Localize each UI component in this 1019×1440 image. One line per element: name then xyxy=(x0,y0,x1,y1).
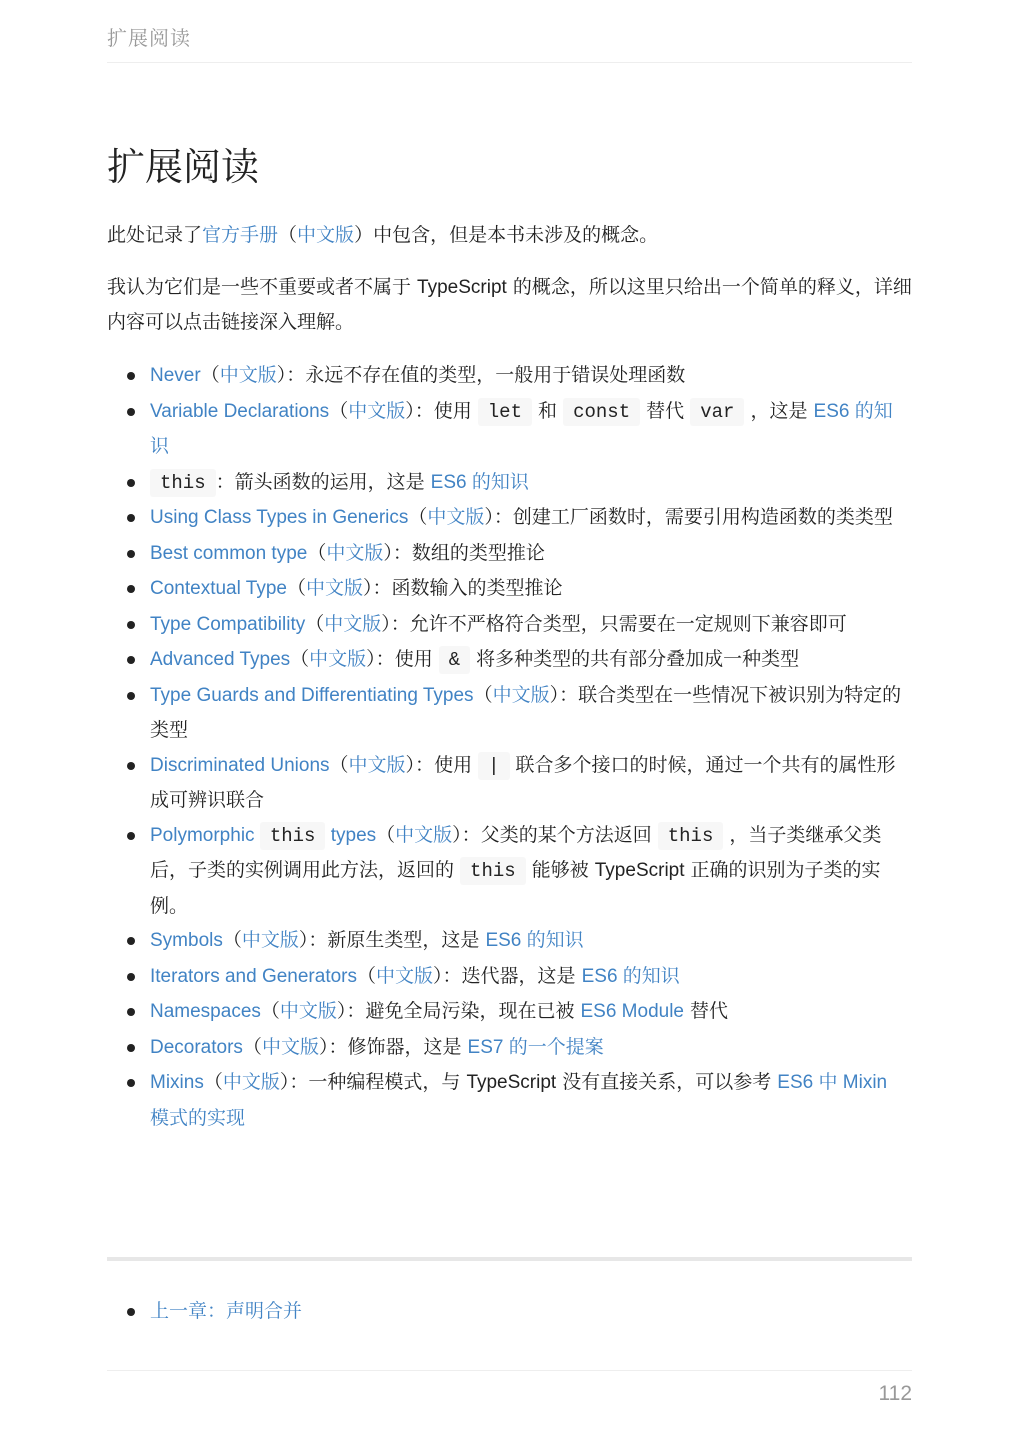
never-link[interactable]: Never xyxy=(150,365,201,386)
es6-link[interactable]: ES6 的知识 xyxy=(581,965,680,987)
item-desc: 替代 xyxy=(684,1000,729,1022)
list-item-symbols xyxy=(150,923,910,959)
code-const: const xyxy=(563,398,640,426)
paren: （ xyxy=(203,1071,223,1093)
nav-item-prev xyxy=(150,1294,302,1329)
item-desc: 允许不严格符合类型，只需要在一定规则下兼容即可 xyxy=(409,612,847,635)
paren: （ xyxy=(473,683,493,706)
variable-declarations-link[interactable]: Variable Declarations xyxy=(150,400,330,422)
es6-link[interactable]: ES6 的知识 xyxy=(150,400,893,457)
item-desc: 使用 xyxy=(433,399,478,422)
paren: （ xyxy=(376,823,396,846)
code-var: var xyxy=(690,398,744,426)
separator: ）： xyxy=(484,506,513,528)
mixins-link[interactable]: Mixins xyxy=(150,1072,204,1093)
separator: ）： xyxy=(383,541,412,564)
handbook-link[interactable]: 官方手册 xyxy=(202,224,279,246)
polymorphic-this-cn-link[interactable]: 中文版 xyxy=(395,823,453,846)
advanced-types-cn-link[interactable]: 中文版 xyxy=(309,648,367,670)
separator: ）： xyxy=(405,399,434,422)
contextual-type-link[interactable]: Contextual Type xyxy=(150,578,287,599)
contextual-type-cn-link[interactable]: 中文版 xyxy=(305,577,363,599)
symbols-link[interactable]: Symbols xyxy=(150,930,223,951)
explanation-paragraph xyxy=(107,270,912,339)
paren: （ xyxy=(408,506,428,528)
intro-paragraph xyxy=(107,218,912,252)
separator: ）： xyxy=(381,612,410,635)
list-item-variable-declarations xyxy=(150,394,910,465)
decorators-cn-link[interactable]: 中文版 xyxy=(261,1035,319,1058)
paren: （ xyxy=(242,1035,262,1058)
list-item-polymorphic-this xyxy=(150,818,910,924)
typescript-term: TypeScript xyxy=(466,1072,557,1093)
typescript-term: TypeScript xyxy=(594,860,685,881)
item-desc: 使用 xyxy=(394,648,439,670)
separator: ）： xyxy=(298,929,328,951)
list-item-best-common-type xyxy=(150,536,910,572)
concept-list xyxy=(150,358,910,1136)
type-compatibility-cn-link[interactable]: 中文版 xyxy=(324,612,382,635)
page-number: 112 xyxy=(878,1382,912,1405)
page-title: 扩展阅读 xyxy=(107,145,260,189)
paren: （ xyxy=(260,1000,280,1022)
item-desc: ：箭头函数的运用，这是 xyxy=(215,470,431,493)
footer-divider xyxy=(107,1370,912,1371)
list-item-advanced-types xyxy=(150,642,910,678)
paren: （ xyxy=(200,364,220,386)
es7-proposal-link[interactable]: ES7 的一个提案 xyxy=(467,1036,604,1058)
explanation-text: 的概念，所以这里只给出一个简单的释义，详细内容可以点击链接深入理解。 xyxy=(107,276,912,333)
code-this: this xyxy=(150,469,216,497)
mixin-implementation-link[interactable]: ES6 中 Mixin 模式的实现 xyxy=(150,1072,888,1129)
mixins-cn-link[interactable]: 中文版 xyxy=(222,1071,280,1093)
intro-text: ）中包含，但是本书未涉及的概念。 xyxy=(354,224,659,246)
separator: ）： xyxy=(279,1071,309,1093)
item-desc: 联合多个接口的时候，通过一个共有的属性形成可辨识联合 xyxy=(150,753,896,811)
item-desc: 没有直接关系，可以参考 xyxy=(556,1071,778,1093)
item-desc: 正确的识别为子类的实例。 xyxy=(150,859,881,917)
advanced-types-link[interactable]: Advanced Types xyxy=(150,649,291,670)
separator: ）： xyxy=(363,577,392,599)
explanation-text: 我认为它们是一些不重要或者不属于 xyxy=(107,276,418,298)
type-guards-cn-link[interactable]: 中文版 xyxy=(492,683,550,706)
paren: （ xyxy=(329,399,349,422)
item-desc: 一种编程模式，与 xyxy=(308,1071,467,1093)
list-item-contextual-type xyxy=(150,571,910,607)
code-this: this xyxy=(460,857,526,885)
item-desc: 修饰器，这是 xyxy=(347,1035,468,1058)
code-this: this xyxy=(658,822,724,850)
separator: ）： xyxy=(549,683,579,706)
paren: （ xyxy=(278,224,298,246)
code-this: this xyxy=(260,822,326,850)
item-desc: 创建工厂函数时，需要引用构造函数的类类型 xyxy=(512,506,893,528)
item-desc: 和 xyxy=(532,399,564,422)
separator: ）： xyxy=(433,964,462,987)
best-common-type-cn-link[interactable]: 中文版 xyxy=(326,541,384,564)
list-item-decorators xyxy=(150,1030,910,1066)
list-item-never xyxy=(150,358,910,394)
item-desc: 函数输入的类型推论 xyxy=(391,577,563,599)
list-item-discriminated-unions xyxy=(150,748,910,818)
item-desc: ，当子类继承父类后，子类的实例调用此方法，返回的 xyxy=(150,823,882,881)
separator: ）： xyxy=(318,1035,348,1058)
separator: ）： xyxy=(336,1000,366,1022)
namespaces-link[interactable]: Namespaces xyxy=(150,1001,261,1022)
item-desc: 避免全局污染，现在已被 xyxy=(365,1000,581,1022)
list-item-iterators xyxy=(150,959,910,995)
polymorphic-title-a: Polymorphic xyxy=(150,824,255,846)
paren: （ xyxy=(222,929,242,951)
paren: （ xyxy=(357,964,377,987)
class-types-cn-link[interactable]: 中文版 xyxy=(427,506,485,528)
intro-text: 此处记录了 xyxy=(107,224,203,246)
item-desc: 使用 xyxy=(434,753,479,776)
paren: （ xyxy=(305,612,325,635)
item-desc: 迭代器，这是 xyxy=(461,964,582,987)
paren: （ xyxy=(290,648,310,670)
polymorphic-this-link[interactable] xyxy=(150,825,376,846)
es6-link[interactable]: ES6 的知识 xyxy=(430,471,529,493)
item-desc: 将多种类型的共有部分叠加成一种类型 xyxy=(470,648,800,670)
symbols-cn-link[interactable]: 中文版 xyxy=(241,929,299,951)
separator: ）： xyxy=(405,753,435,776)
list-item-class-types xyxy=(150,500,910,536)
item-desc: 联合类型在一些情况下被识别为特定的类型 xyxy=(150,683,902,741)
namespaces-cn-link[interactable]: 中文版 xyxy=(279,1000,337,1022)
es6-link[interactable]: ES6 的知识 xyxy=(485,930,584,951)
section-divider xyxy=(107,1257,912,1261)
typescript-term: TypeScript xyxy=(417,277,507,298)
item-desc: 数组的类型推论 xyxy=(411,541,545,564)
best-common-type-link[interactable]: Best common type xyxy=(150,542,308,564)
discriminated-unions-cn-link[interactable]: 中文版 xyxy=(348,753,406,776)
item-desc: 永远不存在值的类型，一般用于错误处理函数 xyxy=(305,364,686,386)
prev-chapter-link[interactable]: 上一章：声明合并 xyxy=(150,1300,303,1322)
never-cn-link[interactable]: 中文版 xyxy=(219,364,277,386)
list-item-this xyxy=(150,465,910,501)
iterators-link[interactable]: Iterators and Generators xyxy=(150,965,357,987)
polymorphic-title-b: types xyxy=(330,824,377,846)
item-desc: 能够被 xyxy=(525,859,595,881)
running-header: 扩展阅读 xyxy=(107,22,912,63)
list-item-type-compatibility xyxy=(150,607,910,643)
separator: ）： xyxy=(276,364,306,386)
item-desc: 新原生类型，这是 xyxy=(327,929,486,951)
es6-module-link[interactable]: ES6 Module xyxy=(580,1001,684,1022)
separator: ）： xyxy=(366,648,395,670)
list-item-namespaces xyxy=(150,994,910,1030)
item-desc: ，这是 xyxy=(744,399,814,422)
iterators-cn-link[interactable]: 中文版 xyxy=(376,964,434,987)
list-item-mixins xyxy=(150,1065,910,1136)
chapter-nav xyxy=(150,1294,302,1329)
paren: （ xyxy=(329,753,349,776)
paren: （ xyxy=(307,541,327,564)
code-ampersand: & xyxy=(439,646,470,674)
class-types-link[interactable]: Using Class Types in Generics xyxy=(150,507,409,528)
code-pipe: | xyxy=(478,752,509,780)
decorators-link[interactable]: Decorators xyxy=(150,1036,243,1058)
code-let: let xyxy=(478,398,532,426)
item-desc: 替代 xyxy=(640,399,691,422)
variable-declarations-cn-link[interactable]: 中文版 xyxy=(348,399,406,422)
paren: （ xyxy=(286,577,306,599)
discriminated-unions-link[interactable]: Discriminated Unions xyxy=(150,754,330,776)
type-compatibility-link[interactable]: Type Compatibility xyxy=(150,613,306,635)
item-desc: 父类的某个方法返回 xyxy=(480,823,658,846)
separator: ）： xyxy=(452,823,481,846)
list-item-type-guards xyxy=(150,678,910,748)
handbook-cn-link[interactable]: 中文版 xyxy=(297,224,355,246)
type-guards-link[interactable]: Type Guards and Differentiating Types xyxy=(150,684,474,706)
